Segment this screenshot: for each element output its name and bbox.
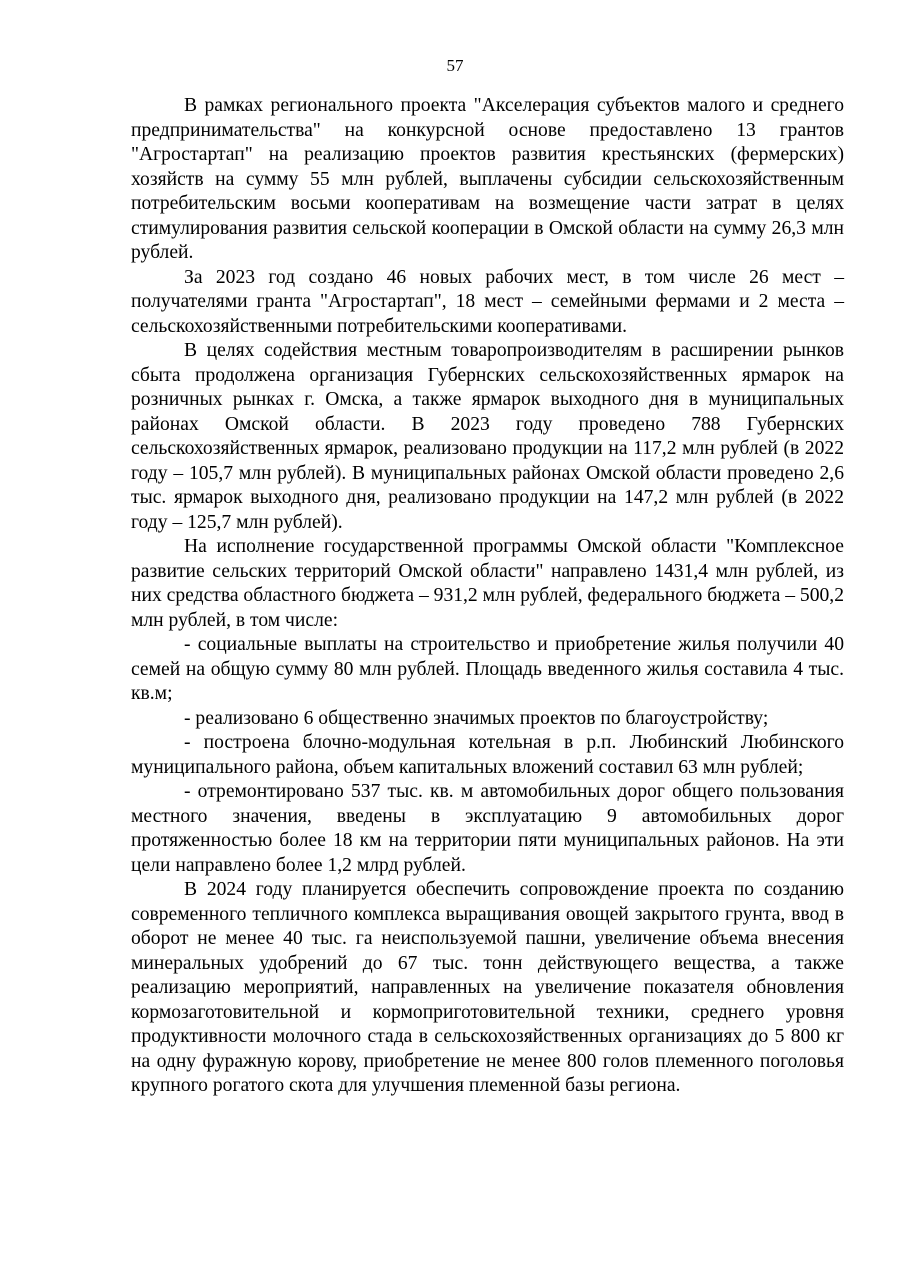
paragraph-plans-2024: В 2024 году планируется обеспечить сопровождение проекта по созданию современного тепличного комплекса выращивания овощей закрытого грунта, ввод в оборот не менее 40 тыс. га неиспользуемой пашни, увеличение объема внесения минеральных удобрений до 67 тыс. тонн действующего вещества, а также реализацию мероприятий, направленных на увеличение показателя обновления кормозаготовительной и кормоприготовительной техники, среднего уровня продуктивности молочного стада в сельскохозяйственных организациях до 5 800 кг на одну фуражную корову, приобретение не менее 800 голов племенного поголовья крупного рогатого скота для улучшения племенной базы региона. xyxy=(131,879,844,1096)
paragraph-agrostartup-grants: В рамках регионального проекта "Акселерация субъектов малого и среднего предпринимательства" на конкурсной основе предоставлено 13 грантов "Агростартап" на реализацию проектов развития крестьянских (фермерских) хозяйств на сумму 55 млн рублей, выплачены субсидии сельскохозяйственным потребительским восьми кооперативам на возмещение части затрат в целях стимулирования развития сельской кооперации в Омской области на сумму 26,3 млн рублей. xyxy=(131,95,844,263)
list-item-boiler-house: - построена блочно-модульная котельная в р.п. Любинский Любинского муниципального района, объем капитальных вложений составил 63 млн рублей; xyxy=(131,732,844,778)
list-item-housing: - социальные выплаты на строительство и приобретение жилья получили 40 семей на общую сумму 80 млн рублей. Площадь введенного жилья составила 4 тыс. кв.м; xyxy=(131,634,844,704)
list-item-landscaping: - реализовано 6 общественно значимых проектов по благоустройству; xyxy=(184,707,769,729)
paragraph-new-jobs: За 2023 год создано 46 новых рабочих мест, в том числе 26 мест – получателями гранта "Агростартап", 18 мест – семейными фермами и 2 места – сельскохозяйственными потребительскими кооперативами. xyxy=(131,266,844,337)
page-number: 57 xyxy=(446,56,464,75)
document-body xyxy=(131,94,844,1099)
paragraph-fairs: В целях содействия местным товаропроизводителям в расширении рынков сбыта продолжена организация Губернских сельскохозяйственных ярмарок на розничных рынках г. Омска, а также ярмарок выходного дня в муниципальных районах Омской области. В 2023 году проведено 788 Губернских сельскохозяйственных ярмарок, реализовано продукции на 117,2 млн рублей (в 2022 году – 105,7 млн рублей). В муниципальных районах Омской области проведено 2,6 тыс. ярмарок выходного дня, реализовано продукции на 147,2 млн рублей (в 2022 году – 125,7 млн рублей). xyxy=(131,340,844,533)
list-item-roads: - отремонтировано 537 тыс. кв. м автомобильных дорог общего пользования местного значения, введены в эксплуатацию 9 автомобильных дорог протяженностью более 18 км на территории пяти муниципальных районов. На эти цели направлено более 1,2 млрд рублей. xyxy=(131,781,844,876)
paragraph-rural-program: На исполнение государственной программы Омской области "Комплексное развитие сельских территорий Омской области" направлено 1431,4 млн рублей, из них средства областного бюджета – 931,2 млн рублей, федерального бюджета – 500,2 млн рублей, в том числе: xyxy=(131,536,844,631)
